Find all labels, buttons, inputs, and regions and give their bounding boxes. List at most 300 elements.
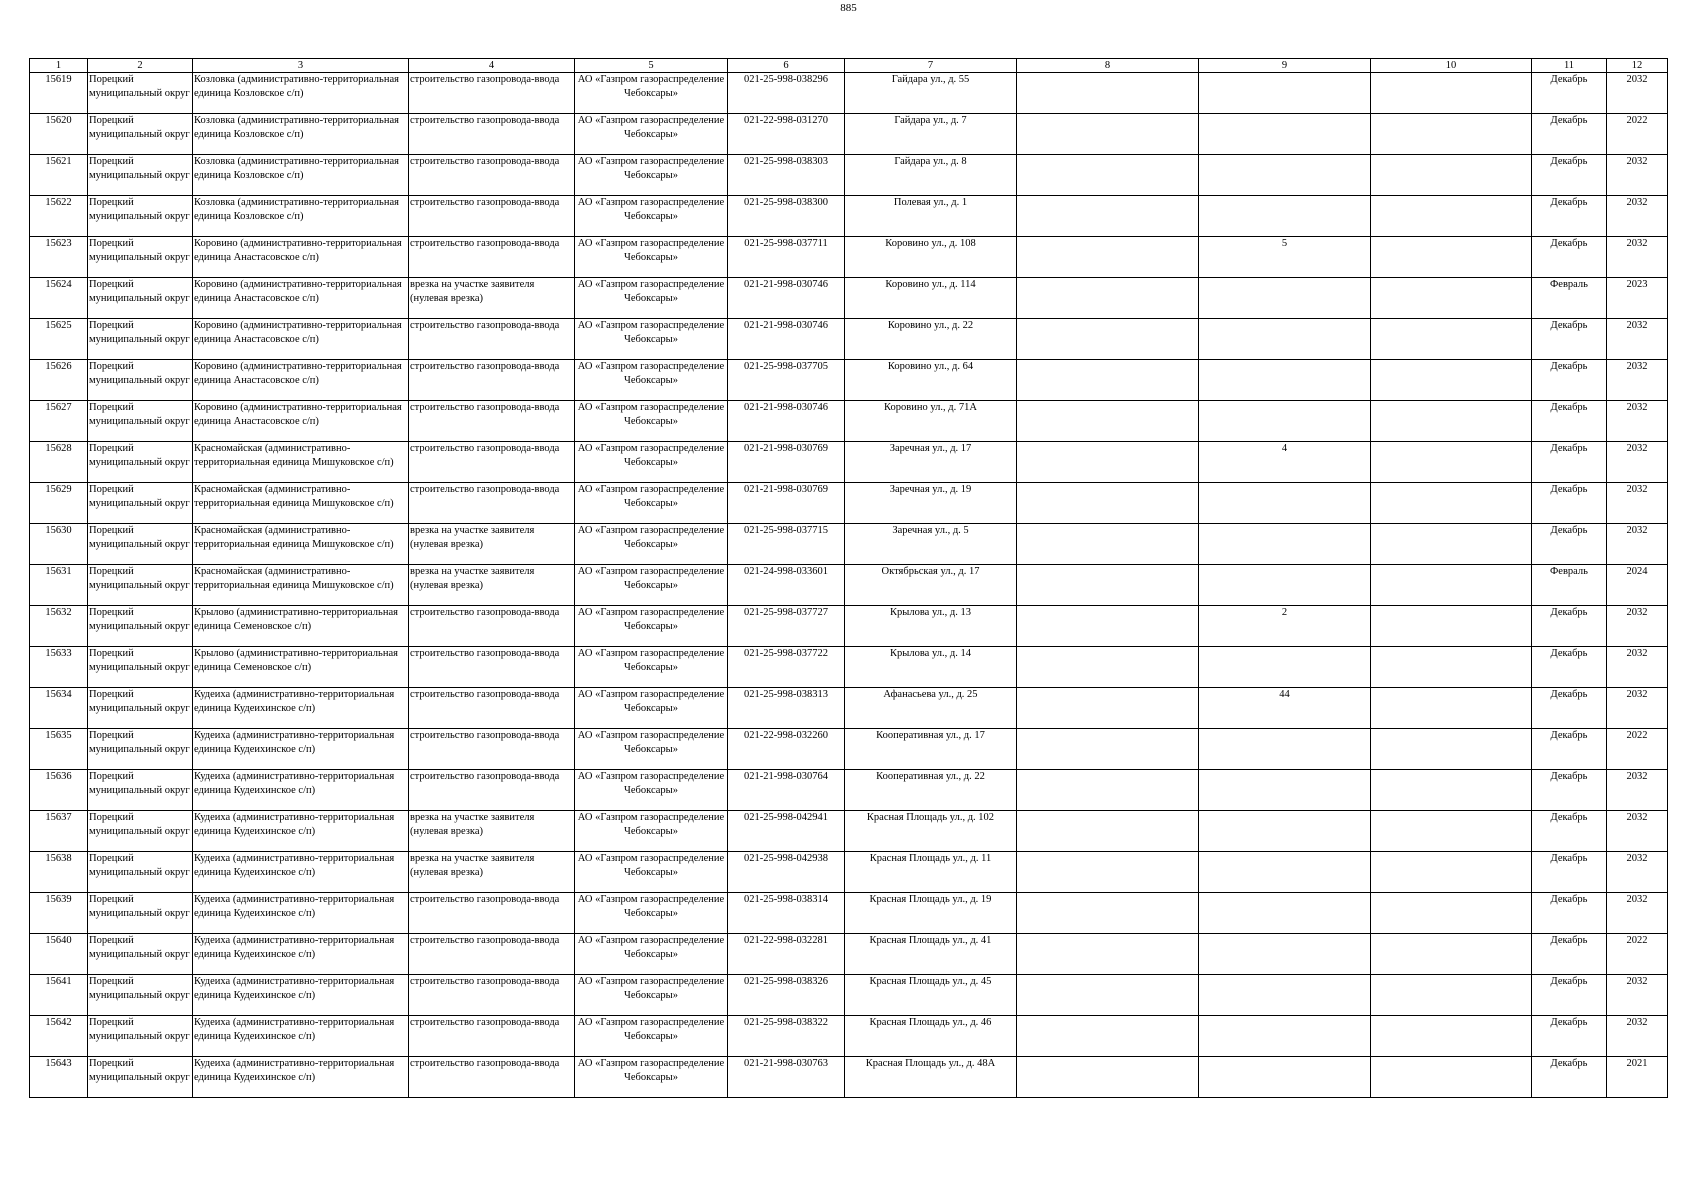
year-cell-text: 2032 [1626,361,1648,372]
year-cell [1607,1057,1668,1098]
locality-cell-text: Коровино (административно-территориальная единица Анастасовское с/п) [194,238,402,263]
object-code-cell-text: 021-21-998-030763 [744,1058,828,1069]
column-9-cell [1199,770,1371,811]
table-row [30,934,1668,975]
organization-cell [575,770,728,811]
address-cell [845,934,1017,975]
address-cell [845,565,1017,606]
address-cell-text: Гайдара ул., д. 55 [891,74,970,85]
organization-cell-text: АО «Газпром газораспределение Чебоксары» [577,279,725,304]
year-cell-text: 2032 [1626,1017,1648,1028]
month-cell-text: Декабрь [1550,607,1588,618]
column-10-cell [1371,770,1532,811]
column-9-cell [1199,893,1371,934]
address-cell [845,975,1017,1016]
column-10-cell [1371,893,1532,934]
district-cell [88,852,193,893]
work-type-cell-text: строительство газопровода-ввода [410,689,560,700]
address-cell [845,729,1017,770]
address-cell-text: Коровино ул., д. 71А [884,402,977,413]
row-number [30,893,88,934]
locality-cell-text: Кудеиха (административно-территориальная единица Кудеихинское с/п) [194,1017,395,1042]
work-type-cell [409,524,575,565]
year-cell-text: 2032 [1626,976,1648,987]
year-cell-text: 2032 [1626,484,1648,495]
column-10-cell [1371,442,1532,483]
locality-cell [193,442,409,483]
organization-cell [575,442,728,483]
object-code-cell-text: 021-25-998-037711 [744,238,828,249]
column-8-cell [1017,524,1199,565]
row-number-text: 15630 [45,525,72,536]
table-row [30,237,1668,278]
object-code-cell [728,1057,845,1098]
work-type-cell-text: строительство газопровода-ввода [410,361,560,372]
column-header: 12 [1607,59,1668,73]
work-type-cell [409,852,575,893]
month-cell-text: Декабрь [1550,648,1588,659]
object-code-cell [728,442,845,483]
district-cell [88,934,193,975]
month-cell [1532,114,1607,155]
row-number [30,319,88,360]
month-cell [1532,934,1607,975]
row-number [30,524,88,565]
year-cell-text: 2032 [1626,812,1648,823]
object-code-cell-text: 021-25-998-038326 [744,976,828,987]
address-cell-text: Коровино ул., д. 108 [885,238,976,249]
column-9-cell [1199,852,1371,893]
locality-cell [193,196,409,237]
organization-cell [575,606,728,647]
year-cell-text: 2032 [1626,689,1648,700]
work-type-cell-text: строительство газопровода-ввода [410,320,560,331]
column-10-cell [1371,606,1532,647]
year-cell [1607,196,1668,237]
address-cell-text: Красная Площадь ул., д. 102 [866,812,995,823]
address-cell [845,237,1017,278]
column-9-cell [1199,73,1371,114]
column-header: 3 [193,59,409,73]
table-row [30,688,1668,729]
district-cell-text: Порецкий муниципальный округ [89,689,190,714]
organization-cell [575,196,728,237]
row-number [30,811,88,852]
year-cell [1607,647,1668,688]
year-cell [1607,442,1668,483]
district-cell [88,770,193,811]
organization-cell [575,1057,728,1098]
month-cell-text: Декабрь [1550,74,1588,85]
month-cell [1532,565,1607,606]
row-number [30,729,88,770]
address-cell [845,360,1017,401]
work-type-cell-text: строительство газопровода-ввода [410,74,560,85]
row-number-text: 15636 [45,771,72,782]
month-cell [1532,688,1607,729]
locality-cell-text: Коровино (административно-территориальная единица Анастасовское с/п) [194,361,402,386]
address-cell-text: Красная Площадь ул., д. 19 [869,894,992,905]
district-cell [88,114,193,155]
locality-cell [193,975,409,1016]
locality-cell [193,524,409,565]
row-number-text: 15634 [45,689,72,700]
row-number-text: 15631 [45,566,72,577]
organization-cell [575,114,728,155]
month-cell-text: Декабрь [1550,935,1588,946]
organization-cell [575,811,728,852]
locality-cell [193,606,409,647]
object-code-cell [728,524,845,565]
work-type-cell [409,278,575,319]
column-8-cell [1017,114,1199,155]
object-code-cell-text: 021-21-998-030746 [744,320,828,331]
month-cell-text: Декабрь [1550,976,1588,987]
year-cell-text: 2032 [1626,238,1648,249]
work-type-cell [409,360,575,401]
column-10-cell [1371,811,1532,852]
table-row [30,401,1668,442]
row-number-text: 15626 [45,361,72,372]
column-header: 9 [1199,59,1371,73]
month-cell-text: Декабрь [1550,156,1588,167]
address-cell-text: Красная Площадь ул., д. 11 [869,853,992,864]
header-row [30,59,1668,73]
organization-cell-text: АО «Газпром газораспределение Чебоксары» [577,320,725,345]
locality-cell [193,647,409,688]
table-row [30,360,1668,401]
organization-cell-text: АО «Газпром газораспределение Чебоксары» [577,607,725,632]
object-code-cell [728,852,845,893]
column-10-cell [1371,1057,1532,1098]
year-cell [1607,770,1668,811]
year-cell-text: 2032 [1626,74,1648,85]
work-type-cell-text: строительство газопровода-ввода [410,115,560,126]
column-10-cell [1371,278,1532,319]
district-cell-text: Порецкий муниципальный округ [89,1058,190,1083]
object-code-cell-text: 021-22-998-032281 [744,935,828,946]
month-cell-text: Декабрь [1550,525,1588,536]
district-cell-text: Порецкий муниципальный округ [89,853,190,878]
work-type-cell [409,442,575,483]
organization-cell [575,278,728,319]
page-number: 885 [840,2,857,14]
month-cell [1532,893,1607,934]
row-number-text: 15623 [45,238,72,249]
locality-cell-text: Козловка (административно-территориальная единица Козловское с/п) [194,197,399,222]
object-code-cell-text: 021-25-998-038296 [744,74,828,85]
organization-cell-text: АО «Газпром газораспределение Чебоксары» [577,689,725,714]
locality-cell [193,483,409,524]
column-8-cell [1017,483,1199,524]
month-cell [1532,196,1607,237]
locality-cell-text: Кудеиха (административно-территориальная единица Кудеихинское с/п) [194,1058,395,1083]
district-cell [88,1016,193,1057]
column-10-cell [1371,360,1532,401]
month-cell-text: Февраль [1550,566,1588,577]
locality-cell-text: Кудеиха (административно-территориальная единица Кудеихинское с/п) [194,689,395,714]
work-type-cell [409,114,575,155]
year-cell-text: 2022 [1626,935,1648,946]
work-type-cell [409,647,575,688]
year-cell-text: 2024 [1626,566,1648,577]
row-number-text: 15641 [45,976,72,987]
column-10-cell [1371,401,1532,442]
column-9-cell [1199,1016,1371,1057]
object-code-cell [728,565,845,606]
object-code-cell-text: 021-21-998-030746 [744,402,828,413]
column-9-cell [1199,114,1371,155]
locality-cell-text: Кудеиха (административно-территориальная единица Кудеихинское с/п) [194,853,395,878]
district-cell [88,893,193,934]
row-number [30,688,88,729]
month-cell-text: Декабрь [1550,689,1588,700]
organization-cell-text: АО «Газпром газораспределение Чебоксары» [577,853,725,878]
month-cell [1532,852,1607,893]
column-8-cell [1017,1016,1199,1057]
work-type-cell-text: врезка на участке заявителя (нулевая врезка) [410,279,535,304]
month-cell-text: Декабрь [1550,238,1588,249]
month-cell-text: Декабрь [1550,115,1588,126]
address-cell-text: Красная Площадь ул., д. 41 [869,935,992,946]
row-number [30,934,88,975]
month-cell-text: Декабрь [1550,812,1588,823]
organization-cell-text: АО «Газпром газораспределение Чебоксары» [577,197,725,222]
column-10-cell [1371,483,1532,524]
locality-cell [193,1057,409,1098]
object-code-cell-text: 021-25-998-037722 [744,648,828,659]
object-code-cell-text: 021-21-998-030769 [744,443,828,454]
column-9-cell-text: 5 [1281,238,1288,249]
locality-cell-text: Коровино (административно-территориальная единица Анастасовское с/п) [194,279,402,304]
row-number [30,73,88,114]
district-cell-text: Порецкий муниципальный округ [89,607,190,632]
organization-cell [575,647,728,688]
year-cell [1607,1016,1668,1057]
object-code-cell [728,196,845,237]
organization-cell-text: АО «Газпром газораспределение Чебоксары» [577,771,725,796]
row-number-text: 15639 [45,894,72,905]
column-10-cell [1371,155,1532,196]
work-type-cell [409,1057,575,1098]
object-code-cell-text: 021-21-998-030769 [744,484,828,495]
organization-cell [575,688,728,729]
address-cell-text: Кооперативная ул., д. 17 [876,730,985,741]
work-type-cell [409,483,575,524]
address-cell-text: Заречная ул., д. 17 [889,443,972,454]
row-number-text: 15622 [45,197,72,208]
object-code-cell [728,934,845,975]
district-cell [88,975,193,1016]
work-type-cell-text: строительство газопровода-ввода [410,1017,560,1028]
column-9-cell [1199,565,1371,606]
column-8-cell [1017,729,1199,770]
month-cell [1532,155,1607,196]
organization-cell [575,360,728,401]
column-10-cell [1371,1016,1532,1057]
work-type-cell [409,770,575,811]
column-9-cell [1199,729,1371,770]
locality-cell-text: Кудеиха (административно-территориальная единица Кудеихинское с/п) [194,894,395,919]
district-cell [88,606,193,647]
locality-cell [193,114,409,155]
column-8-cell [1017,565,1199,606]
district-cell-text: Порецкий муниципальный округ [89,976,190,1001]
district-cell [88,401,193,442]
district-cell [88,442,193,483]
object-code-cell-text: 021-24-998-033601 [744,566,828,577]
address-cell [845,319,1017,360]
locality-cell-text: Козловка (административно-территориальная единица Козловское с/п) [194,115,399,140]
work-type-cell [409,688,575,729]
organization-cell-text: АО «Газпром газораспределение Чебоксары» [577,1017,725,1042]
row-number-text: 15642 [45,1017,72,1028]
column-10-cell [1371,237,1532,278]
table-row [30,647,1668,688]
work-type-cell [409,565,575,606]
locality-cell [193,729,409,770]
work-type-cell-text: строительство газопровода-ввода [410,156,560,167]
month-cell [1532,1057,1607,1098]
object-code-cell-text: 021-25-998-037727 [744,607,828,618]
column-10-cell [1371,196,1532,237]
year-cell [1607,852,1668,893]
column-8-cell [1017,155,1199,196]
object-code-cell [728,155,845,196]
district-cell-text: Порецкий муниципальный округ [89,566,190,591]
year-cell [1607,565,1668,606]
row-number-text: 15619 [45,74,72,85]
district-cell-text: Порецкий муниципальный округ [89,74,190,99]
row-number-text: 15620 [45,115,72,126]
locality-cell [193,319,409,360]
column-8-cell [1017,1057,1199,1098]
column-10-cell [1371,934,1532,975]
column-header: 7 [845,59,1017,73]
address-cell [845,1057,1017,1098]
row-number [30,360,88,401]
column-header: 2 [88,59,193,73]
column-10-cell [1371,319,1532,360]
district-cell-text: Порецкий муниципальный округ [89,771,190,796]
address-cell [845,401,1017,442]
table-row [30,524,1668,565]
address-cell-text: Заречная ул., д. 19 [889,484,972,495]
work-type-cell-text: строительство газопровода-ввода [410,771,560,782]
month-cell [1532,729,1607,770]
locality-cell-text: Коровино (административно-территориальная единица Анастасовское с/п) [194,320,402,345]
address-cell-text: Коровино ул., д. 64 [887,361,974,372]
organization-cell-text: АО «Газпром газораспределение Чебоксары» [577,730,725,755]
column-header: 6 [728,59,845,73]
district-cell-text: Порецкий муниципальный округ [89,525,190,550]
district-cell [88,278,193,319]
district-cell [88,196,193,237]
row-number-text: 15633 [45,648,72,659]
organization-cell-text: АО «Газпром газораспределение Чебоксары» [577,812,725,837]
month-cell [1532,524,1607,565]
address-cell [845,483,1017,524]
column-8-cell [1017,811,1199,852]
address-cell [845,442,1017,483]
column-9-cell-text: 44 [1279,689,1290,700]
column-8-cell [1017,688,1199,729]
row-number [30,1016,88,1057]
column-8-cell [1017,934,1199,975]
district-cell [88,73,193,114]
district-cell-text: Порецкий муниципальный округ [89,443,190,468]
locality-cell [193,852,409,893]
table-row [30,483,1668,524]
column-9-cell [1199,360,1371,401]
column-10-cell [1371,73,1532,114]
month-cell-text: Декабрь [1550,894,1588,905]
column-8-cell [1017,852,1199,893]
table-row [30,893,1668,934]
table-body [30,73,1668,1098]
table-row [30,196,1668,237]
object-code-cell-text: 021-25-998-038313 [744,689,828,700]
district-cell-text: Порецкий муниципальный округ [89,484,190,509]
work-type-cell-text: врезка на участке заявителя (нулевая врезка) [410,812,535,837]
work-type-cell-text: строительство газопровода-ввода [410,443,560,454]
locality-cell-text: Кудеиха (административно-территориальная единица Кудеихинское с/п) [194,771,395,796]
district-cell-text: Порецкий муниципальный округ [89,812,190,837]
column-9-cell [1199,1057,1371,1098]
table-header [30,59,1668,73]
column-10-cell [1371,852,1532,893]
organization-cell-text: АО «Газпром газораспределение Чебоксары» [577,894,725,919]
locality-cell-text: Красномайская (административно-территориальная единица Мишуковское с/п) [194,525,394,550]
work-type-cell [409,73,575,114]
row-number-text: 15629 [45,484,72,495]
row-number [30,196,88,237]
row-number [30,770,88,811]
column-header: 8 [1017,59,1199,73]
row-number-text: 15638 [45,853,72,864]
district-cell-text: Порецкий муниципальный округ [89,361,190,386]
work-type-cell-text: строительство газопровода-ввода [410,607,560,618]
locality-cell-text: Кудеиха (административно-территориальная единица Кудеихинское с/п) [194,935,395,960]
locality-cell [193,811,409,852]
row-number [30,401,88,442]
organization-cell-text: АО «Газпром газораспределение Чебоксары» [577,648,725,673]
locality-cell-text: Красномайская (административно-территориальная единица Мишуковское с/п) [194,443,394,468]
locality-cell [193,1016,409,1057]
object-code-cell-text: 021-25-998-038300 [744,197,828,208]
month-cell [1532,442,1607,483]
year-cell [1607,729,1668,770]
locality-cell-text: Крылово (административно-территориальная единица Семеновское с/п) [194,607,398,632]
year-cell-text: 2023 [1626,279,1648,290]
column-8-cell [1017,770,1199,811]
organization-cell [575,524,728,565]
year-cell [1607,114,1668,155]
organization-cell [575,319,728,360]
address-cell-text: Красная Площадь ул., д. 45 [869,976,992,987]
month-cell-text: Декабрь [1550,443,1588,454]
row-number [30,647,88,688]
object-code-cell [728,729,845,770]
district-cell [88,811,193,852]
year-cell-text: 2032 [1626,156,1648,167]
locality-cell-text: Козловка (административно-территориальная единица Козловское с/п) [194,74,399,99]
organization-cell [575,852,728,893]
year-cell [1607,893,1668,934]
district-cell [88,237,193,278]
district-cell-text: Порецкий муниципальный округ [89,238,190,263]
month-cell-text: Декабрь [1550,320,1588,331]
